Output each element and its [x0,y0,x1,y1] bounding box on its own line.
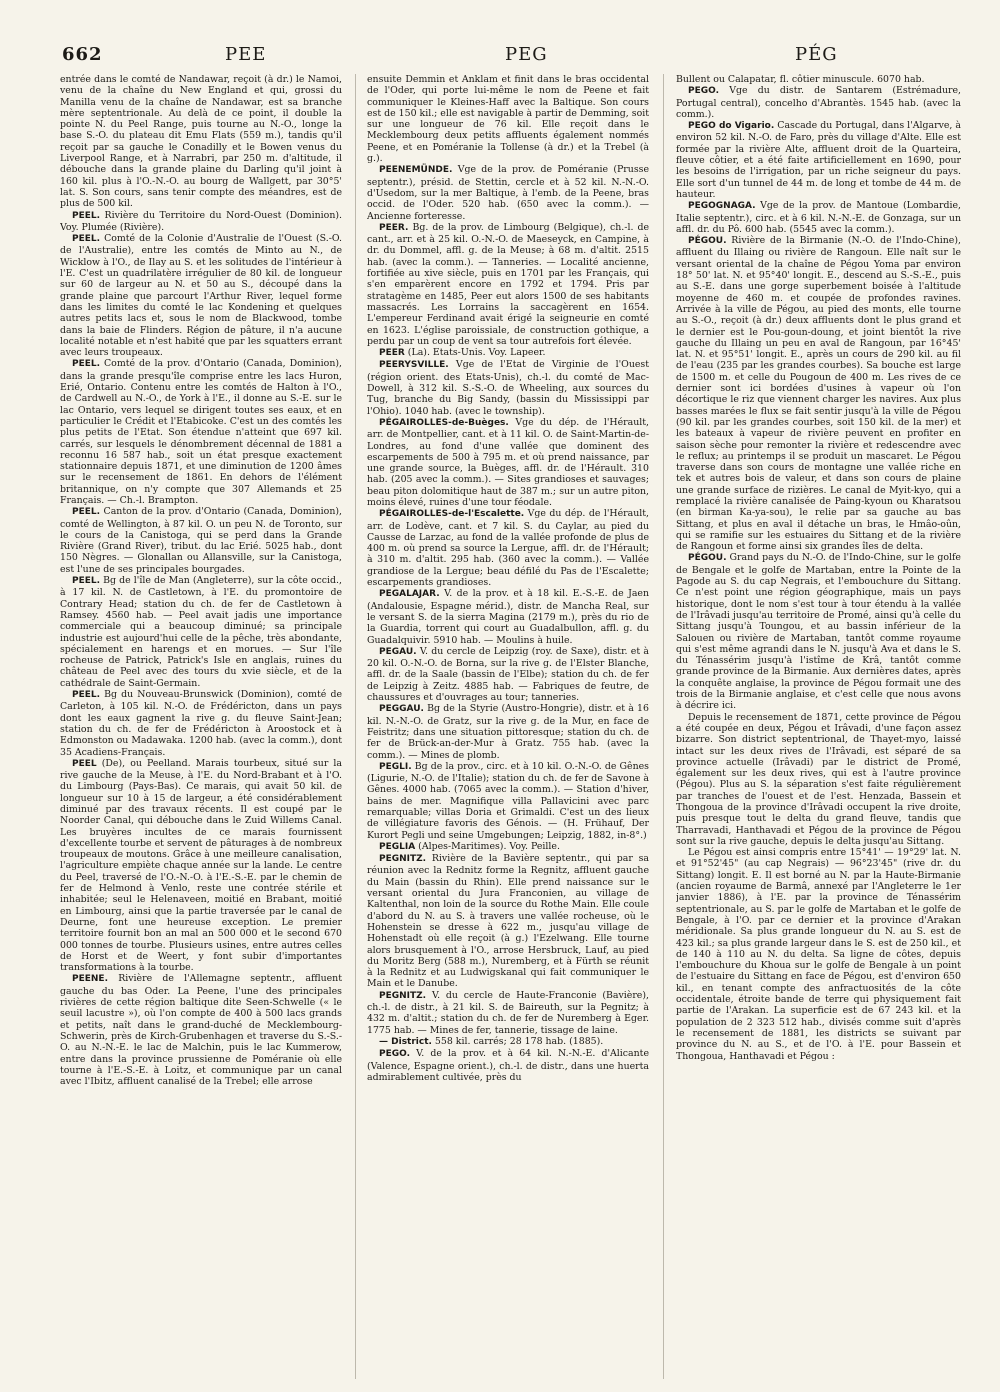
entry-paragraph [676,200,961,235]
entry-paragraph [367,588,649,645]
entry-text: ensuite Demmin et Anklam et finit dans le bras occidental de l'Oder, qui porte lui-même le nom de Peene et fait communiquer le Kleines-Haff avec la Baltique. Son cours est de 150 kil.; elle est navigable à partir de Demming, soit sur une longueur de 76 kil. Elle reçoit dans le Mecklembourg deux petits affluents également nommés Peene, et en Poméranie la Tollense (à dr.) et la Trebel (à g.). [367,74,649,165]
entry-text: Vge du dép. de l'Hérault, arr. de Montpellier, cant. et à 11 kil. O. de Saint-Martin-de-Londres, au fond d'une vallée que dominent des escarpements de 500 à 795 m. et où prend naissance, par une grande source, la Buèges, affl. dr. de l'Hérault. 310 hab. (205 avec la comm.). — Sites grandioses et sauvages; beau piton dolomitique haut de 387 m.; sur un autre piton, moins élevé, ruines d'une tour féodale. [367,416,649,508]
entry-headword: PEGGAU. [379,704,424,715]
entry-text: Depuis le recensement de 1871, cette province de Pégou a été coupée en deux, Pégou et Irâvadi, d'une façon assez bizarre. Son district septentrional, de Thayet-myo, laissé intact sur les deux rives de l'Irâvadi, est séparé de sa province actuelle (Irâvadi) par le district de Promé, également sur les deux rives, qui est à l'autre province (Pégou). Plus au S. la séparation s'est faite régulièrement par tranches de l'ouest et de l'est. Henzada, Bassein et Thongoua de la province d'Irâvadi occupent la rive droite, puis presque tout le delta du grand fleuve, tandis que Tharravadi, Hanthavadi et Pégou de la province de Pégou sont sur la rive gauche, depuis le delta jusqu'au Sittang. [676,711,961,847]
entry-headword: PEGLI. [379,761,412,772]
column-divider [355,74,356,1379]
entry-paragraph [367,703,649,760]
entry-paragraph [60,506,342,575]
header-center: PEG [505,44,548,65]
entry-text: Bg. de la prov. de Limbourg (Belgique), ch.-l. de cant., arr. et à 25 kil. O.-N.-O. de Maeseyck, en Campine, à dr. du Dommel, affl. g. de la Meuse; à 68 m. d'altit. 2515 hab. (avec la comm.). — Tanneries. — Localité ancienne, fortifiée au xive siècle, puis en 1701 par les Français, qui s'en emparèrent encore en 1792 et 1794. Pris par stratagème en 1485, Peer eut alors 1500 de ses habitants massacrés. Les Lorrains la saccagèrent en 1654. L'empereur Ferdinand avait érigé la seigneurie en comté en 1623. L'église paroissiale, de construction gothique, a perdu par un coup de vent sa tour autrefois fort élevée. [367,221,649,347]
entry-text: (Alpes-Maritimes). Voy. Peille. [415,840,560,852]
page-number: 662 [62,44,103,65]
entry-headword: PEGOGNAGA. [688,201,756,212]
entry-paragraph [60,358,342,506]
entry-headword: PEENE. [72,974,108,985]
entry-headword: PÉGAIROLLES-de-Buèges. [379,417,509,428]
entry-headword: PEEL. [72,507,101,518]
entry-text: Bg de l'île de Man (Angleterre), sur la côte occid., à 17 kil. N. de Castletown, à l'E. du promontoire de Contrary Head; station du ch. de fer de Castletown à Ramsey. 4560 hab. — Peel avait jadis une importance commerciale qui a beaucoup diminué; sa principale industrie est aujourd'hui celle de la pêche, très abondante, spécialement en harengs et en morues. — Sur l'île rocheuse de Patrick, Patrick's Isle en anglais, ruines du château de Peel avec des tours du xvie siècle, et de la cathédrale de Saint-Germain. [60,575,342,689]
entry-paragraph [367,164,649,221]
entry-headword: PEERYSVILLE. [379,360,449,371]
entry-text: Bg du Nouveau-Brunswick (Dominion), comté de Carleton, à 105 kil. N.-O. de Frédéricton, dans un pays dont les eaux gagnent la rive g. du fleuve Saint-Jean; station du ch. de fer de Frédéricton à Aroostock et à Edmonston ou Madawaka. 1200 hab. (avec la comm.), dont 35 Acadiens-Français. [60,689,342,758]
entry-text: (La). Etats-Unis. Voy. Lapeer. [404,347,546,359]
entry-headword: PEGNITZ. [379,990,427,1001]
entry-headword: PEER [379,348,405,359]
entry-paragraph [60,973,342,1087]
entry-headword: — District. [379,1036,432,1047]
entry-paragraph [367,417,649,508]
running-header [0,44,1000,74]
entry-headword: PEGO do Vigario. [688,121,775,132]
entry-headword: PÉGOU. [688,553,727,564]
entry-paragraph [60,210,342,234]
column-left [60,74,342,1384]
entry-paragraph [367,222,649,347]
entry-text: V. du cercle de Leipzig (roy. de Saxe), distr. et à 20 kil. O.-N.-O. de Borna, sur la rive g. de l'Elster Blanche, affl. dr. de la Saale (bassin de l'Elbe); station du ch. de fer de Leipzig à Zeitz. 4885 hab. — Fabriques de feutre, de chaussures et d'ouvrages au tour; tanneries. [367,645,649,704]
column-divider [663,74,664,1379]
entry-paragraph [60,575,342,689]
entry-text: Vge de la prov. de Mantoue (Lombardie, Italie septentr.), circ. et à 6 kil. N.-N.-E. de Gonzaga, sur un affl. dr. du Pô. 600 hab. (5545 avec la comm.). [676,200,961,235]
entry-text: 558 kil. carrés; 28 178 hab. (1885). [431,1035,604,1047]
entry-paragraph [367,1036,649,1048]
entry-paragraph [676,120,961,200]
entry-text: Le Pégou est ainsi compris entre 15°41' — 19°29' lat. N. et 91°52'45" (au cap Negrais) — 96°23'45" (rive dr. du Sittang) longit. E. Il est borné au N. par la Haute-Birmanie (ancien royaume de Barmâ, annexé par l'Angleterre le 1er janvier 1886), à l'E. par la province de Ténassérim septentrionale, au S. par le golfe de Martaban et le golfe de Bengale, à l'O. par ce dernier et la province d'Arakan méridionale. Sa plus grande longueur du N. au S. est de 423 kil.; sa plus grande largeur dans le S. est de 250 kil., et de 140 à 110 au N. du delta. Sa ligne de côtes, depuis l'embouchure du Khoua sur le golfe de Bengale à un point de l'estuaire du Sittang en face de Pégou, est d'environ 650 kil., en tenant compte des anfractuosités de la côte occidentale, étroite bande de terre qui physiquement fait partie de l'Arakan. La superficie est de 67 243 kil. et la population de 2 323 512 hab., divisés comme suit d'après le recensement de 1881, les districts se suivant par province du N. au S., et de l'O. à l'E. pour Bassein et Thongoua, Hanthavadi et Pégou : [676,847,961,1062]
entry-paragraph [367,853,649,990]
entry-headword: PÉGOU. [688,236,727,247]
entry-headword: PEEL. [72,210,101,221]
entry-paragraph [367,508,649,588]
entry-paragraph [367,347,649,359]
entry-paragraph [367,761,649,841]
entry-paragraph [367,74,649,164]
entry-text: Comté de la Colonie d'Australie de l'Ouest (S.-O. de l'Australie), entre les comtés de Minto au N., de Wicklow à l'O., de Ilay au S. et les solitudes de l'intérieur à l'E. C'est un quadrilatère irrégulier de 80 kil. de longueur sur 60 de largeur au N. et 50 au S., découpé dans la grande plaine que parcourt l'Arthur River, lequel forme dans les limites du comté le lac Kondening et quelques autres petits lacs et, sous le nom de Blackwood, tombe dans la baie de Flinders. Région de pâture, il n'a aucune localité notable et n'est habité que par les squatters errant avec leurs troupeaux. [60,233,342,359]
entry-headword: PEENEMÜNDE. [379,165,453,176]
entry-text: Bg de la prov., circ. et à 10 kil. O.-N.-O. de Gênes (Ligurie, N.-O. de l'Italie); station du ch. de fer de Savone à Gênes. 4000 hab. (7065 avec la comm.). — Station d'hiver, bains de mer. Magnifique villa Pallavicini avec parc remarquable; villas Doria et Grimaldi. C'est un des lieux de villégiature favoris des Génois. — (H. Frühauf, Der Kurort Pegli und seine Umgebungen; Leipzig, 1882, in-8°.) [367,760,649,841]
header-left: PEE [225,44,267,65]
entry-paragraph [367,646,649,703]
column-right [676,74,961,1384]
entry-headword: PEEL. [72,359,101,370]
entry-headword: PEEL. [72,576,101,587]
entry-paragraph [676,712,961,848]
entry-headword: PEGAU. [379,646,417,657]
entry-text: V. du cercle de Haute-Franconie (Bavière), ch.-l. de distr., à 21 kil. S. de Baireuth, sur la Pegnitz; à 432 m. d'altit.; station du ch. de fer de Nuremberg à Eger. 1775 hab. — Mines de fer, tannerie, tissage de laine. [367,989,649,1036]
entry-text: Rivière de l'Allemagne septentr., affluent gauche du bas Oder. La Peene, l'une des principales rivières de cette région baltique dite Seen-Schwelle (« le seuil lacustre »), où l'on compte de 400 à 500 lacs grands et petits, naît dans le grand-duché de Mecklembourg-Schwerin, près de Kirch-Grubenhagen et traverse du S.-S.-O. au N.-N.-E. le lac de Malchin, puis le lac Kummerow, entre dans la province prussienne de Poméranie où elle tourne à l'E.-S.-E. à Loitz, et communique par un canal avec l'Ibitz, affluent canalisé de la Trebel; elle arrose [60,973,342,1088]
entry-paragraph [60,689,342,758]
entry-headword: PÉGAIROLLES-de-l'Escalette. [379,509,525,520]
entry-text: Cascade du Portugal, dans l'Algarve, à environ 52 kil. N.-O. de Faro, près du village d'Alte. Elle est formée par la rivière Alte, affluent droit de la Quarteira, fleuve côtier, et a été faite artificiellement en 1690, pour les besoins de l'irrigation, par un riche seigneur du pays. Elle sort d'un tunnel de 44 m. de long et tombe de 44 m. de hauteur. [676,120,961,200]
entry-text: entrée dans le comté de Nandawar, reçoit (à dr.) le Namoi, venu de la chaîne du New England et qui, grossi du Manilla venu de la chaîne de Nandawar, est sa branche mère septentrionale. Au delà de ce point, il double la pointe N. du Peel Range, puis tourne au N.-O., longe la base S.-O. du plateau dit Emu Flats (559 m.), tandis qu'il reçoit par sa gauche le Conadilly et le Bowen venus du Liverpool Range, et à Narrabri, par 250 m. d'altitude, il débouche dans la grande plaine du Darling qu'il joint à 160 kil. plus à l'O.-N.-O. au bourg de Wallgett, par 30°5' lat. S. Son cours, sans tenir compte des méandres, est de plus de 500 kil. [60,74,342,210]
entry-headword: PEGLIA [379,841,416,852]
entry-text: Comté de la prov. d'Ontario (Canada, Dominion), dans la grande presqu'île comprise entre les lacs Huron, Erié, Ontario. Contenu entre les comtés de Halton à l'O., de Cardwell au N.-O., de York à l'E., il donne au S.-E. sur le lac Ontario, vers lequel se dirigent toutes ses eaux, et en particulier le Crédit et l'Etabicoke. C'est un des comtés les plus petits de l'Etat. Son étendue n'atteint que 697 kil. carrés, sur lesquels le dénombrement décennal de 1881 a reconnu 16 587 hab., soit un état presque exactement stationnaire depuis 1871, et une diminution de 1200 âmes sur le recensement de 1861. En dehors de l'élément britannique, on n'y compte que 307 Allemands et 25 Français. — Ch.-l. Brampton. [60,358,342,506]
entry-text: Vge du dép. de l'Hérault, arr. de Lodève, cant. et 7 kil. S. du Caylar, au pied du Causse de Larzac, au fond de la vallée profonde de plus de 400 m. où prend sa source la Lergue, affl. dr. de l'Hérault; à 310 m. d'altit. 295 hab. (360 avec la comm.). — Vallée grandiose de la Lergue; beau défilé du Pas de l'Escalette; escarpements grandioses. [367,508,649,589]
entry-paragraph [676,552,961,711]
entry-text: Rivière de la Birmanie (N.-O. de l'Indo-Chine), affluent du Illaing ou rivière de Rangoun. Elle naît sur le versant oriental de la chaîne de Pégou Yoma par environ 18° 50' lat. N. et 95°40' longit. E., descend au S.-S.-E., puis au S.-E. dans une gorge superbement boisée à l'altitude moyenne de 460 m. et coupée de profondes ravines. Arrivée à la ville de Pégou, au pied des monts, elle tourne au S.-O., reçoit (à dr.) deux affluents dont le plus grand et le dernier est le Pou-goun-doung, et joint bientôt la rive gauche du Illaing un peu en aval de Rangoun, par 16°45' lat. N. et 95°51' longit. E., après un cours de 290 kil. au fil de l'eau (235 par les grandes courbes). Sa bouche est large de 1500 m. et celle du Pougoun de 400 m. Les rives de ce dernier sont ici bordées d'usines à vapeur où l'on décortique le riz que viennent charger les navires. Aux plus basses marées le flux se fait sentir jusqu'à la ville de Pégou (90 kil. par les grandes courbes, soit 150 kil. de la mer) et les bateaux à vapeur de rivière peuvent en profiter en saison sèche pour remonter la rivière et redescendre avec le reflux; au printemps il se produit un mascaret. Le Pégou traverse dans son cours de montagne une vallée riche en tek et autres bois de valeur, et dans son cours de plaine une grande surface de rizières. Le canal de Myit-kyo, qui a remplacé la rivière canalisée de Paing-kyoun ou Kharatsou (en birman Ka-ya-sou), le relie par sa gauche au bas Sittang, et plus en aval il détache un bras, le Hmâo-oûn, qui se ramifie sur les estuaires du Sittang et de la rivière de Rangoun et forme ainsi six grandes îles de delta. [676,235,961,553]
entry-headword: PEGO. [379,1049,411,1060]
entry-text: Canton de la prov. d'Ontario (Canada, Dominion), comté de Wellington, à 87 kil. O. un peu N. de Toronto, sur le cours de la Canistoga, qui se perd dans la Grande Rivière (Grand River), tribut. du lac Erié. 5025 hab., dont 150 Nègres. — Glonallan ou Allansville, sur la Canistoga, est l'une de ses principales bourgades. [60,506,342,575]
entry-headword: PEEL. [72,234,101,245]
entry-text: Bullent ou Calapatar, fl. côtier minuscule. 6070 hab. [676,74,925,85]
entry-headword: PEGALAJAR. [379,589,440,600]
entry-text: Vge de la prov. de Poméranie (Prusse septentr.), présid. de Stettin, cercle et à 52 kil. N.-N.-O. d'Usedom, sur la mer Baltique, à l'emb. de la Peene, bras occid. de l'Oder. 520 hab. (650 avec la comm.). — Ancienne forteresse. [367,164,649,222]
entry-paragraph [60,233,342,358]
entry-headword: PEER. [379,222,409,233]
entry-paragraph [676,847,961,1062]
entry-paragraph [60,758,342,974]
entry-paragraph [367,1048,649,1083]
entry-text: V. de la prov. et à 18 kil. E.-S.-E. de Jaen (Andalousie, Espagne mérid.), distr. de Mancha Real, sur le versant S. de la sierra Magina (2179 m.), près du rio de la Guardia, torrent qui court au Guadalbullon, affl. g. du Guadalquivir. 5910 hab. — Moulins à huile. [367,588,649,646]
entry-headword: PEGO. [688,86,720,97]
header-right: PÉG [795,44,838,65]
entry-headword: PEGNITZ. [379,854,427,865]
column-middle [367,74,649,1384]
entry-headword: PEEL. [72,690,101,701]
entry-text: Bg de la Styrie (Austro-Hongrie), distr. et à 16 kil. N.-N.-O. de Gratz, sur la rive g. de la Mur, en face de Feistritz; dans une situation pittoresque; station du ch. de fer de Brück-an-der-Mur à Gratz. 755 hab. (avec la comm.). — Mines de plomb. [367,703,649,761]
entry-paragraph [60,74,342,210]
entry-text: Grand pays du N.-O. de l'Indo-Chine, sur le golfe de Bengale et le golfe de Martaban, entre la Pointe de la Pagode au S. du cap Negrais, et l'embouchure du Sittang. Ce n'est point une région géographique, mais un pays historique, dont le nom s'est tour à tour étendu à la vallée de l'Irâvadi jusqu'au territoire de Promé, ainsi qu'à celle du Sittang jusqu'à Toungou, et au bassin inférieur de la Salouen ou rivière de Martaban, tantôt comme royaume qui s'est même agrandi dans le N. jusqu'à Ava et dans le S. du Ténassérim jusqu'à l'istîme de Krâ, tantôt comme grande province de la Birmanie. Aux dernières dates, après la conquête anglaise, la province de Pégou formait une des trois de la Birmanie anglaise, et c'est celle que nous avons à décrire ici. [676,552,961,712]
entry-paragraph [676,235,961,552]
entry-paragraph [367,990,649,1036]
entry-text: Rivière du Territoire du Nord-Ouest (Dominion). Voy. Plumée (Rivière). [60,209,342,233]
entry-text: Vge du distr. de Santarem (Estrémadure, Portugal central), concelho d'Abrantès. 1545 hab. (avec la comm.). [676,85,961,120]
entry-paragraph [676,74,961,85]
entry-paragraph [367,359,649,416]
entry-text: (De), ou Peelland. Marais tourbeux, situé sur la rive gauche de la Meuse, à l'E. du Nord-Brabant et à l'O. du Limbourg (Pays-Bas). Ce marais, qui avait 50 kil. de longueur sur 10 à 15 de largeur, a été considérablement diminué par des travaux récents. Il est coupé par le Noorder Canal, qui débouche dans le Zuid Willems Canal. Les bruyères incultes de ce marais fournissent d'excellente tourbe et servent de pâturages à de nombreux troupeaux de moutons. Grâce à une meilleure canalisation, l'agriculture empiète chaque année sur la lande. Le centre du Peel, traversé de l'O.-N.-O. à l'E.-S.-E. par le chemin de fer de Helmond à Venlo, reste une contrée stérile et inhabitée; seul le Helenaveen, moitié en Brabant, moitié en Limbourg, ainsi que la partie traversée par le canal de Deurne, font une heureuse exception. Le premier territoire fournit bon an mal an 500 000 et le second 670 000 tonnes de tourbe. Plusieurs usines, entre autres celles de Horst et de Weert, y font subir d'importantes transformations à la tourbe. [60,757,342,974]
entry-text: Rivière de la Bavière septentr., qui par sa réunion avec la Rednitz forme la Regnitz, affluent gauche du Main (bassin du Rhin). Elle prend naissance sur le versant oriental du Jura Franconien, au village de Kaltenthal, non loin de la source du Rothe Main. Elle coule d'abord du N. au S. à travers une vallée rocheuse, où le Hohenstein se dresse à 622 m., jusqu'au village de Hohenstadt où elle reçoit (à g.) l'Ezelwang. Elle tourne alors brusquement à l'O., arrose Hersbruck, Lauf, au pied du Moritz Berg (588 m.), Nuremberg, et à Fürth se réunit à la Rednitz et au Ludwigskanal qui fait communiquer le Main et le Danube. [367,853,649,990]
entry-text: Vge de l'Etat de Virginie de l'Ouest (région orient. des Etats-Unis), ch.-l. du comté de Mac-Dowell, à 312 kil. S.-S.-O. de Wheeling, aux sources du Tug, branche du Big Sandy, (bassin du Mississippi par l'Ohio). 1040 hab. (avec le township). [367,359,649,417]
entry-paragraph [676,85,961,120]
entry-headword: PEEL [72,758,97,769]
entry-paragraph [367,841,649,853]
entry-text: V. de la prov. et à 64 kil. N.-N.-E. d'Alicante (Valence, Espagne orient.), ch.-l. de distr., dans une huerta admirablement cultivée, près du [367,1048,649,1083]
